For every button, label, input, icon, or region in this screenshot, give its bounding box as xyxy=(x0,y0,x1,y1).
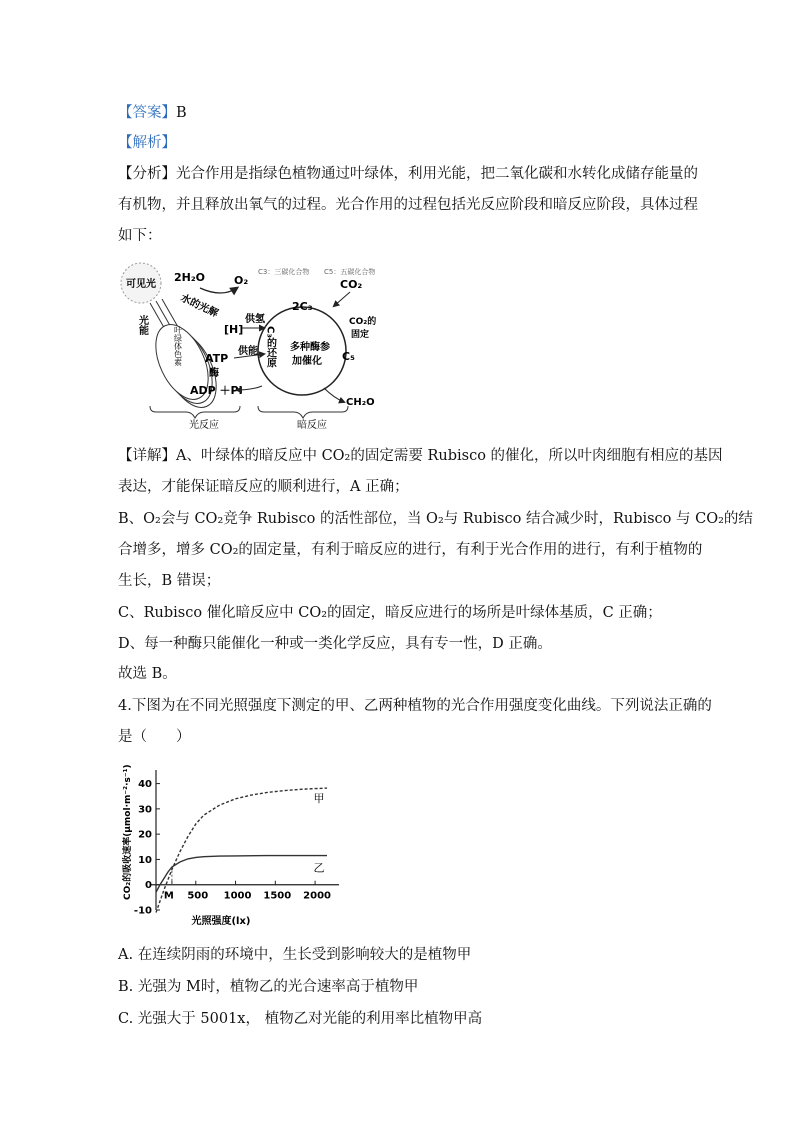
question-line-2: 是（ ） xyxy=(118,729,191,745)
detail-b1: B、O₂会与 CO₂竞争 Rubisco 的活性部位，当 O₂与 Rubisco 结合减少时，Rubisco 与 CO₂的结 xyxy=(118,511,753,527)
c5-label: C₅ xyxy=(342,350,355,363)
analysis-heading xyxy=(118,133,176,153)
option-c: C. 光强大于 5001x， 植物乙对光能的利用率比植物甲高 xyxy=(118,1011,483,1027)
detail-conclusion: 故选 B。 xyxy=(118,666,177,682)
multi-enzyme-label-1: 多种酶参 xyxy=(290,342,330,353)
series-label-2: 乙 xyxy=(313,861,325,875)
option-a: A. 在连续阴雨的环境中，生长受到影响较大的是植物甲 xyxy=(118,947,472,963)
supply-h-label: 供氢 xyxy=(245,314,265,325)
x-tick-label: 1500 xyxy=(263,890,292,902)
series-label-1: 甲 xyxy=(313,792,325,806)
co2-label: CO₂ xyxy=(340,278,363,291)
light-energy-label: 光能 xyxy=(136,315,148,335)
h-label: [H] xyxy=(224,323,244,336)
co2-fixation-label-1: CO₂的 xyxy=(349,317,377,327)
photosynthesis-diagram xyxy=(112,258,382,430)
series-line-2 xyxy=(156,856,327,893)
answer-tag: 【答案】 xyxy=(118,105,176,121)
answer-line xyxy=(118,103,187,123)
atp-label: ATP xyxy=(205,352,229,365)
multi-enzyme-label-2: 加催化 xyxy=(292,356,322,367)
analysis-line-2: 有机物，并且释放出氧气的过程。光合作用的过程包括光反应阶段和暗反应阶段，具体过程 xyxy=(118,197,698,213)
supply-energy-label: 供能 xyxy=(238,346,258,357)
y-tick-label: 10 xyxy=(138,854,152,866)
detail-tag: 【详解】 xyxy=(118,448,176,464)
x-tick-label: M xyxy=(163,890,174,902)
co2-fixation-label-2: 固定 xyxy=(351,330,370,340)
o2-label: O₂ xyxy=(234,274,249,287)
enzyme-label: 酶 xyxy=(209,368,219,379)
analysis-line-3: 如下： xyxy=(118,228,162,244)
detail-b3: 生长，B 错误； xyxy=(118,573,221,589)
fenxi-tag: 【分析】 xyxy=(118,166,176,182)
y-tick-label: 40 xyxy=(138,779,152,791)
y-axis-label: CO₂的吸收速率(μmol·m⁻²·s⁻¹) xyxy=(123,764,133,900)
ch2o-label: CH₂O xyxy=(346,397,375,408)
photosynthesis-rate-chart xyxy=(116,760,346,930)
x-tick-label: 1000 xyxy=(223,890,252,902)
detail-c: C、Rubisco 催化暗反应中 CO₂的固定，暗反应进行的场所是叶绿体基质，C 正确； xyxy=(118,605,662,621)
answer-value: B xyxy=(176,105,187,121)
x-tick-label: 500 xyxy=(187,890,209,902)
visible-light-label: 可见光 xyxy=(126,279,156,290)
detail-b2: 合增多，增多 CO₂的固定量，有利于暗反应的进行，有利于光合作用的进行，有利于植物的 xyxy=(118,542,703,558)
y-tick-label: 0 xyxy=(145,880,152,892)
x-tick-label: 2000 xyxy=(303,890,332,902)
detail-a2: 表达，才能保证暗反应的顺利进行，A 正确； xyxy=(118,479,409,495)
h2o-label: 2H₂O xyxy=(174,271,206,284)
dark-reaction-label: 暗反应 xyxy=(297,420,327,430)
c3-reduction-label: C₃的还原 xyxy=(264,326,276,368)
analysis-line-1 xyxy=(118,164,698,184)
option-b: B. 光强为 M时，植物乙的光合速率高于植物甲 xyxy=(118,979,419,995)
fenxi-text-1: 光合作用是指绿色植物通过叶绿体，利用光能，把二氧化碳和水转化成储存能量的 xyxy=(176,166,698,182)
adp-pi-label: ADP ＋Pi xyxy=(190,384,243,397)
two-c3-label: 2C₃ xyxy=(292,300,313,313)
light-reaction-label: 光反应 xyxy=(189,420,219,430)
c5-note: C5：五碳化合物 xyxy=(324,268,376,276)
y-tick-label: 20 xyxy=(138,829,152,841)
y-tick-label: 30 xyxy=(138,804,152,816)
pigment-label: 叶绿体色素 xyxy=(173,326,183,366)
detail-line-a1 xyxy=(118,446,723,466)
water-split-label: 水的光解 xyxy=(178,292,220,320)
y-tick-label: -10 xyxy=(133,905,152,917)
detail-d: D、每一种酶只能催化一种或一类化学反应，具有专一性，D 正确。 xyxy=(118,636,552,652)
x-axis-label: 光照强度(lx) xyxy=(191,916,251,927)
thylakoid-stack-icon xyxy=(145,316,227,415)
detail-a1: A、叶绿体的暗反应中 CO₂的固定需要 Rubisco 的催化，所以叶肉细胞有相应的基因 xyxy=(176,448,723,464)
analysis-tag: 【解析】 xyxy=(118,135,176,151)
question-line-1: 4.下图为在不同光照强度下测定的甲、乙两种植物的光合作用强度变化曲线。下列说法正确的 xyxy=(118,698,712,714)
c3-note: C3：三碳化合物 xyxy=(258,268,310,276)
